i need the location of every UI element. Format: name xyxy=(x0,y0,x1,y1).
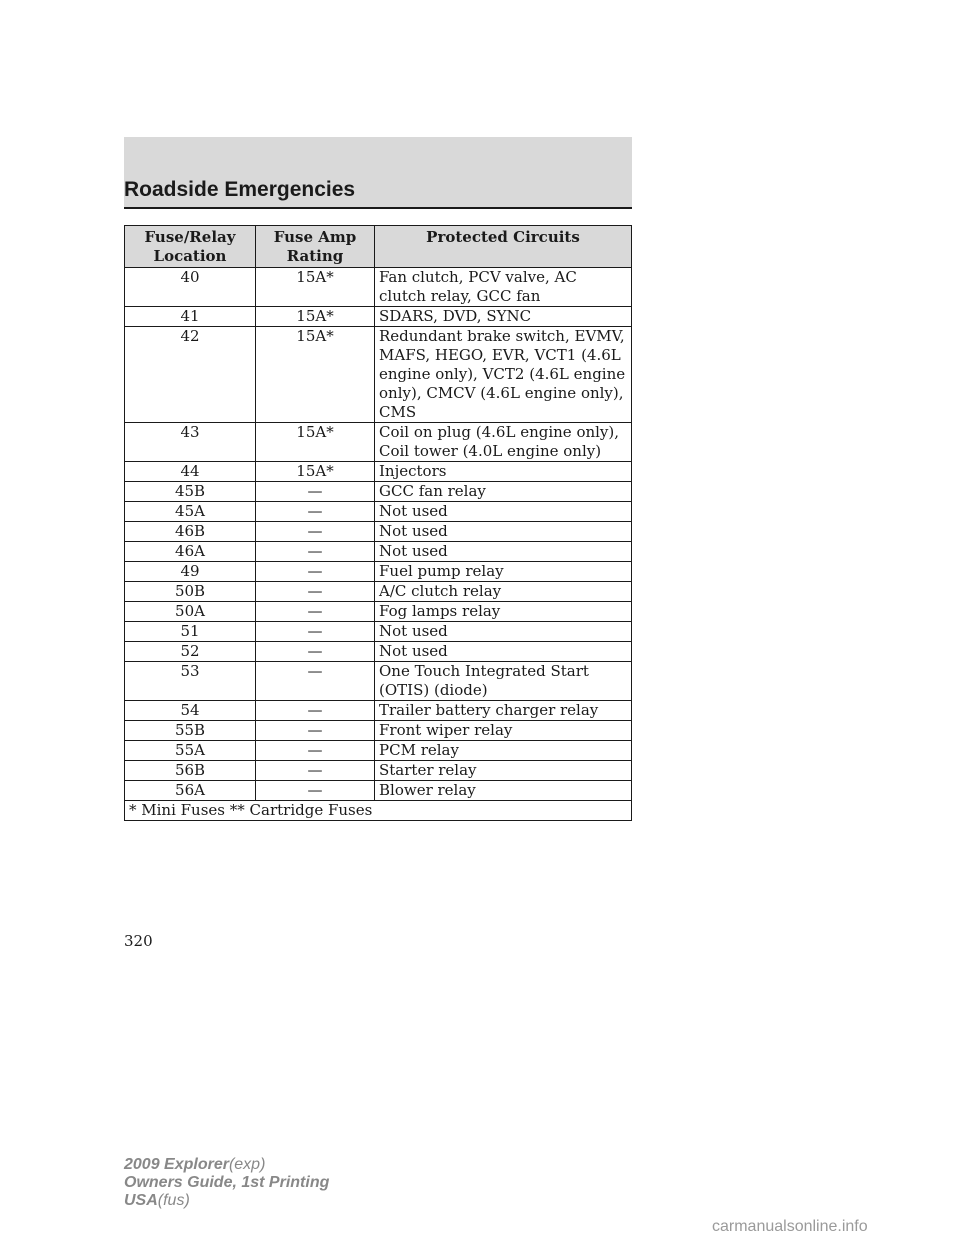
column-header-amp-rating: Fuse Amp Rating xyxy=(256,226,375,268)
fuse-amp-cell: — xyxy=(256,622,375,642)
fuse-location-cell: 46B xyxy=(125,522,256,542)
fuse-amp-cell: — xyxy=(256,562,375,582)
protected-circuits-cell: Redundant brake switch, EVMV, MAFS, HEGO, EVR, VCT1 (4.6L engine only), VCT2 (4.6L engine only), CMCV (4.6L engine only), CMS xyxy=(375,327,632,423)
protected-circuits-cell: Front wiper relay xyxy=(375,721,632,741)
header-rule xyxy=(124,207,632,209)
protected-circuits-cell: Not used xyxy=(375,522,632,542)
protected-circuits-cell: Starter relay xyxy=(375,761,632,781)
table-row xyxy=(125,307,632,327)
fuse-location-cell: 41 xyxy=(125,307,256,327)
section-title: Roadside Emergencies xyxy=(124,178,356,201)
print-info-market: USA xyxy=(124,1192,158,1209)
fuse-location-cell: 44 xyxy=(125,462,256,482)
fuse-amp-cell: 15A* xyxy=(256,462,375,482)
table-row xyxy=(125,327,632,423)
table-row xyxy=(125,268,632,307)
table-row xyxy=(125,423,632,462)
table-row xyxy=(125,462,632,482)
site-watermark[interactable]: carmanualsonline.info xyxy=(712,1218,868,1235)
table-footnote-row xyxy=(125,801,632,821)
fuse-location-cell: 56A xyxy=(125,781,256,801)
fuse-location-cell: 43 xyxy=(125,423,256,462)
table-row xyxy=(125,542,632,562)
protected-circuits-cell: Fog lamps relay xyxy=(375,602,632,622)
fuse-location-cell: 53 xyxy=(125,662,256,701)
fuse-amp-cell: — xyxy=(256,522,375,542)
protected-circuits-cell: Coil on plug (4.6L engine only), Coil tower (4.0L engine only) xyxy=(375,423,632,462)
fuse-table xyxy=(124,225,632,821)
fuse-amp-cell: 15A* xyxy=(256,327,375,423)
fuse-location-cell: 50A xyxy=(125,602,256,622)
fuse-location-cell: 54 xyxy=(125,701,256,721)
column-header-location: Fuse/Relay Location xyxy=(125,226,256,268)
print-info-edition: Owners Guide, 1st Printing xyxy=(124,1174,330,1191)
table-row xyxy=(125,562,632,582)
fuse-location-cell: 55B xyxy=(125,721,256,741)
fuse-amp-cell: — xyxy=(256,741,375,761)
protected-circuits-cell: Not used xyxy=(375,502,632,522)
protected-circuits-cell: Injectors xyxy=(375,462,632,482)
fuse-location-cell: 45B xyxy=(125,482,256,502)
fuse-location-cell: 42 xyxy=(125,327,256,423)
table-row xyxy=(125,662,632,701)
table-row xyxy=(125,622,632,642)
table-row xyxy=(125,741,632,761)
fuse-location-cell: 52 xyxy=(125,642,256,662)
fuse-amp-cell: — xyxy=(256,502,375,522)
column-header-protected-circuits: Protected Circuits xyxy=(375,226,632,268)
fuse-location-cell: 46A xyxy=(125,542,256,562)
print-info-model-code: (exp) xyxy=(228,1156,266,1173)
protected-circuits-cell: GCC fan relay xyxy=(375,482,632,502)
fuse-amp-cell: 15A* xyxy=(256,307,375,327)
fuse-amp-cell: — xyxy=(256,482,375,502)
fuse-amp-cell: — xyxy=(256,701,375,721)
fuse-location-cell: 51 xyxy=(125,622,256,642)
fuse-location-cell: 40 xyxy=(125,268,256,307)
fuse-amp-cell: — xyxy=(256,781,375,801)
fuse-amp-cell: — xyxy=(256,582,375,602)
protected-circuits-cell: Not used xyxy=(375,642,632,662)
fuse-amp-cell: — xyxy=(256,721,375,741)
fuse-location-cell: 55A xyxy=(125,741,256,761)
protected-circuits-cell: PCM relay xyxy=(375,741,632,761)
fuse-location-cell: 49 xyxy=(125,562,256,582)
protected-circuits-cell: Not used xyxy=(375,622,632,642)
table-row xyxy=(125,781,632,801)
fuse-location-cell: 45A xyxy=(125,502,256,522)
fuse-amp-cell: 15A* xyxy=(256,268,375,307)
protected-circuits-cell: Not used xyxy=(375,542,632,562)
fuse-amp-cell: — xyxy=(256,542,375,562)
table-row xyxy=(125,602,632,622)
fuse-amp-cell: — xyxy=(256,662,375,701)
table-header-row xyxy=(125,226,632,268)
fuse-amp-cell: 15A* xyxy=(256,423,375,462)
protected-circuits-cell: One Touch Integrated Start (OTIS) (diode) xyxy=(375,662,632,701)
fuse-location-cell: 56B xyxy=(125,761,256,781)
table-row xyxy=(125,721,632,741)
protected-circuits-cell: Fan clutch, PCV valve, AC clutch relay, GCC fan xyxy=(375,268,632,307)
table-row xyxy=(125,761,632,781)
print-info-model: 2009 Explorer xyxy=(124,1156,229,1173)
fuse-amp-cell: — xyxy=(256,602,375,622)
fuse-amp-cell: — xyxy=(256,761,375,781)
table-row xyxy=(125,582,632,602)
table-row xyxy=(125,642,632,662)
table-row xyxy=(125,502,632,522)
fuse-location-cell: 50B xyxy=(125,582,256,602)
fuse-table-body xyxy=(125,268,632,821)
print-info-market-code: (fus) xyxy=(157,1192,190,1209)
fuse-amp-cell: — xyxy=(256,642,375,662)
table-footnote: * Mini Fuses ** Cartridge Fuses xyxy=(125,801,632,821)
protected-circuits-cell: A/C clutch relay xyxy=(375,582,632,602)
protected-circuits-cell: Trailer battery charger relay xyxy=(375,701,632,721)
print-info xyxy=(124,1156,329,1210)
protected-circuits-cell: Blower relay xyxy=(375,781,632,801)
protected-circuits-cell: Fuel pump relay xyxy=(375,562,632,582)
table-row xyxy=(125,522,632,542)
page-number: 320 xyxy=(124,932,153,950)
table-row xyxy=(125,701,632,721)
protected-circuits-cell: SDARS, DVD, SYNC xyxy=(375,307,632,327)
table-row xyxy=(125,482,632,502)
